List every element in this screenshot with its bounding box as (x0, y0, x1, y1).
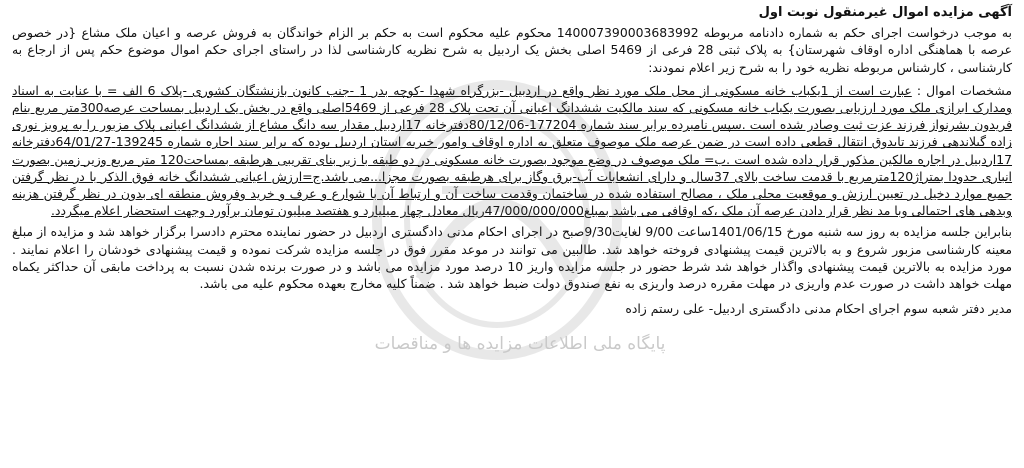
signature-line: مدیر دفتر شعبه سوم اجرای احکام مدنی دادگستری اردبیل- علی رستم زاده (625, 301, 1012, 317)
notice-title: آگهی مزایده اموال غیرمنقول نوبت اول (758, 5, 1012, 20)
auction-session-paragraph: بنابراین جلسه مزایده به روز سه شنبه مورخ 1401/06/15ساعت 9/00 لغایت9/30صبح در اجرای احکام مدنی دادگستری اردبیل در حضور نماینده محترم دادسرا برگزار خواهد شد و مزایده از مبلغ معینه کارشناسی مزبور شروع و به بالاترین قیمت پیشنهادی فروخته خواهد شد. طالبین می توانند در موعد مقرر فوق در جلسه مزایده شرکت نموده و قیمت پیشنهادی خودشان را اعلام نمایند . مورد مزایده به بالاترین قیمت پیشنهادی واگذار خواهد شد شرط حضور در جلسه مزایده واریز 10 درصد مورد مزایده می باشد و در صورت برنده شدن نسبت به پرداخت مابقی آن حداکثر یکماه مهلت خواهد داشت در صورت عدم واریزی در مهلت مقرره درصد واریزی به نفع صندوق دولت ضبط خواهد شد . ضمناً کلیه مخارج بعهده محکوم علیه می باشد. (12, 224, 1012, 292)
property-details-text: عبارت است از 1یکباب خانه مسکونی از محل ملک مورد نظر واقع در اردبیل -بزرگراه شهدا -کوچه بدر 1 -جنب کانون بازنشتگان کشوری -پلاک 6 الف = با عنایت به اسناد ومدارک ابرازی ملک مورد ارزیابی بصورت یکباب خانه مسکونی که سند مالکیت ششدانگ اعیانی آن تحت پلاک 28 فرعی از 5469اصلی واقع در بخش یک اردبیل بمساحت عرصه300متر مربع بنام فریدون بشرنواز فرزند عزت ثبت وصادر شده است .سپس نامبرده برابر سند شماره 177204-80/12/06دفترخانه 17اردبیل مقدار سه دانگ مشاع از ششدانگ اعیانی پلاک مزبور را به پرویز نوری زاده گیلاندهی فرزند تایدوق انتقال قطعی داده است در ضمن عرصه ملک موصوف متعلق به اداره اوقاف وامور خیریه استان اردبیل بوده که برابر سند اجاره شماره 139245-64/01/27دفترخانه 17اردبیل در اجاره مالکین مذکور قرار داده شده است .ب= ملک موصوف در وضع موجود بصورت خانه مسکونی در دو طبقه با زیر بنای تقریبی هرطبقه بمساحت120 متر مربع وزیر زمین بصورت انباری حدودا بمتراژ120مترمربع با قدمت ساخت بالای 37سال و دارای انشعابات آب-برق وگاز برای هرطبقه بصورت مجزا...می باشد.ج=ارزش اعیانی ششدانگ خانه فوق الذکر با در نظر گرفتن جمیع موارد دخیل در تعیین ارزش و موقعیت محلی ملک ، مصالح استفاده شده در ساختمان وقدمت ساخت آن و ارتباط آن با شوارع و عرف و خرید وفروش منطقه ای بدون در نظر گرفتن هزینه وبدهی های احتمالی وبا مد نظر قرار دادن عرصه آن ملک ،که اوقافی می باشد بمبلغ47/000/000/000ریال معادل چهار میلیارد و هفتصد میلیون تومان برآورد وجهت استحضار اعلام میگردد. (12, 82, 1013, 219)
intro-paragraph: به موجب درخواست اجرای حکم به شماره دادنامه مربوطه 140007390003683992 محکوم علیه محکوم است به حکم بر الزام خواندگان به فروش عرصه و اعیان ملک مشاع {در خصوص عرصه با هماهنگی اداره اوقاف شهرستان} به پلاک ثبتی 28 فرعی از 5469 اصلی بخش یک اردبیل به شرح نظریه کارشناسی لذا در راستای اجرای حکم اموال موضوع حکم پس از ارجاع به کارشناسی ، کارشناس مربوطه نظریه خود را به شرح زیر اعلام نمودند: (12, 25, 1012, 75)
property-details-paragraph (12, 82, 1012, 220)
property-details-label: مشخصات اموال : (916, 82, 1012, 98)
watermark-text: پایگاه ملی اطلاعات مزایده ها و مناقصات (374, 334, 666, 354)
